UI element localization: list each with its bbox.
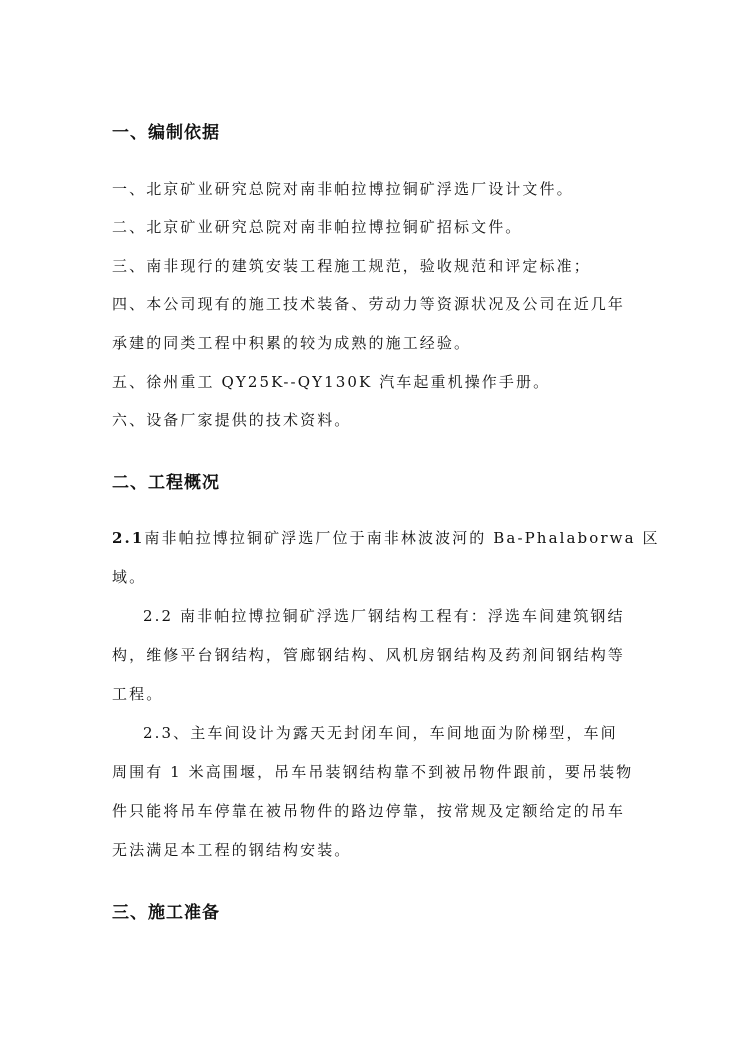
basis-item-3: 三、南非现行的建筑安装工程施工规范，验收规范和评定标准；	[112, 257, 591, 275]
paragraph-number: 2.1	[112, 529, 145, 547]
basis-item-2: 二、北京矿业研究总院对南非帕拉博拉铜矿招标文件。	[112, 218, 523, 236]
overview-paragraph-3: 2.3、主车间设计为露天无封闭车间，车间地面为阶梯型，车间	[143, 724, 618, 742]
basis-item-1: 一、北京矿业研究总院对南非帕拉博拉铜矿浮选厂设计文件。	[112, 180, 574, 198]
overview-paragraph-2-line-2: 构，维修平台钢结构，管廊钢结构、风机房钢结构及药剂间钢结构等	[112, 646, 626, 664]
basis-item-4-cont: 承建的同类工程中积累的较为成熟的施工经验。	[112, 334, 472, 352]
section-heading-3: 三、施工准备	[112, 903, 220, 923]
overview-paragraph-3-line-3: 件只能将吊车停靠在被吊物件的路边停靠，按常规及定额给定的吊车	[112, 802, 626, 820]
paragraph-text: 南非帕拉博拉铜矿浮选厂位于南非林波波河的 Ba-Phalaborwa 区	[144, 529, 660, 547]
basis-item-6: 六、设备厂家提供的技术资料。	[112, 411, 352, 429]
basis-item-4: 四、本公司现有的施工技术装备、劳动力等资源状况及公司在近几年	[112, 295, 626, 313]
overview-paragraph-2-line-3: 工程。	[112, 685, 164, 703]
overview-paragraph-3-line-2: 周围有 1 米高围堰，吊车吊装钢结构靠不到被吊物件跟前，要吊装物	[112, 763, 634, 781]
overview-paragraph-3-line-4: 无法满足本工程的钢结构安装。	[112, 841, 352, 859]
overview-paragraph-2: 2.2 南非帕拉博拉铜矿浮选厂钢结构工程有：浮选车间建筑钢结	[143, 607, 625, 625]
section-heading-2: 二、工程概况	[112, 473, 220, 493]
section-heading-1: 一、编制依据	[112, 123, 220, 143]
basis-item-5: 五、徐州重工 QY25K--QY130K 汽车起重机操作手册。	[112, 373, 551, 391]
overview-paragraph-1	[112, 527, 660, 548]
overview-paragraph-1-cont: 域。	[112, 568, 147, 586]
